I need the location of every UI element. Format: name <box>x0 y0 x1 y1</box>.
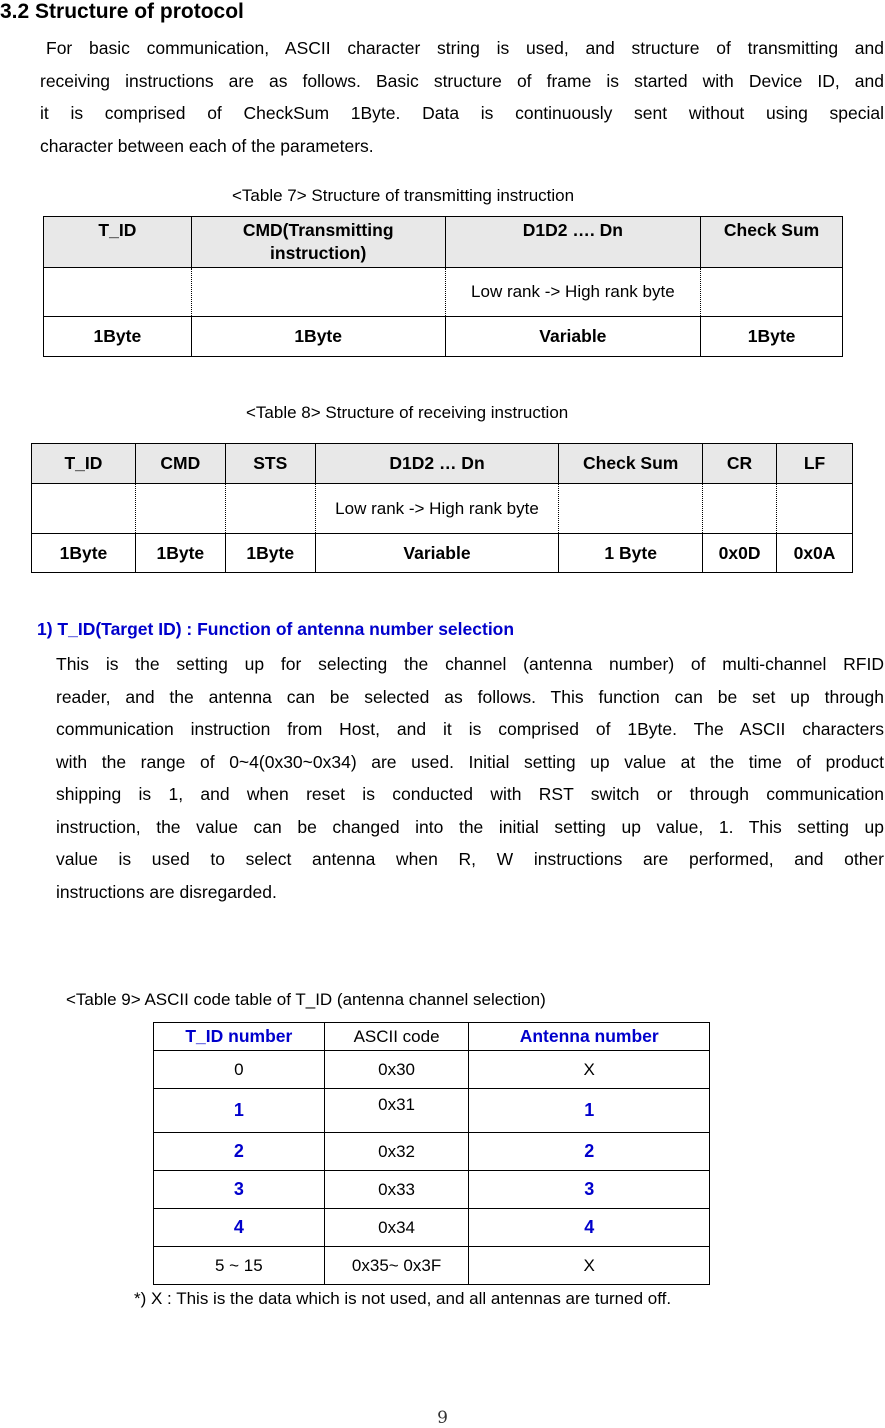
table7-size: Variable <box>445 317 701 357</box>
table7-size: 1Byte <box>701 317 843 357</box>
table7-size: 1Byte <box>44 317 192 357</box>
tid-line: This is the setting up for selecting the channel (antenna number) of multi-channel RFID <box>56 654 884 674</box>
table9-cell: 0x33 <box>324 1171 469 1209</box>
table8-size: 1Byte <box>225 534 315 573</box>
table9-header: T_ID number <box>154 1023 325 1051</box>
tid-line: value is used to select antenna when R, W instructions are performed, and other <box>56 849 884 869</box>
table9-cell: 3 <box>469 1171 710 1209</box>
table8-note <box>135 484 225 534</box>
table9-header: ASCII code <box>324 1023 469 1051</box>
table7-header: T_ID <box>44 217 192 268</box>
table7-note: Low rank -> High rank byte <box>445 268 701 317</box>
table8-size: 1Byte <box>135 534 225 573</box>
table8-note <box>559 484 703 534</box>
table8-header: LF <box>777 444 853 484</box>
table7-note <box>701 268 843 317</box>
table9-cell: 3 <box>154 1171 325 1209</box>
table7 <box>43 216 843 357</box>
tid-line: shipping is 1, and when reset is conducted with RST switch or through communication <box>56 784 884 804</box>
table9-cell: 1 <box>469 1089 710 1133</box>
intro-line: it is comprised of CheckSum 1Byte. Data is continuously sent without using special <box>40 103 884 123</box>
table9-cell: 0x32 <box>324 1133 469 1171</box>
table9-cell: 2 <box>469 1133 710 1171</box>
table9-cell: 0x30 <box>324 1051 469 1089</box>
table7-header: CMD(Transmitting instruction) <box>191 217 445 268</box>
table9-cell: X <box>469 1051 710 1089</box>
table8-note <box>225 484 315 534</box>
table8-note <box>777 484 853 534</box>
tid-line: reader, and the antenna can be selected as follows. This function can be set up through <box>56 686 884 707</box>
tid-line: instruction, the value can be changed into the initial setting up value, 1. This setting up <box>56 816 884 837</box>
table8-size: 1Byte <box>32 534 136 573</box>
table8-header: D1D2 … Dn <box>315 444 559 484</box>
section-title: 3.2 Structure of protocol <box>0 0 244 23</box>
table9-cell: 5 ~ 15 <box>154 1247 325 1285</box>
tid-line: communication instruction from Host, and it is comprised of 1Byte. The ASCII characters <box>56 719 884 739</box>
table8-header: Check Sum <box>559 444 703 484</box>
table7-note <box>191 268 445 317</box>
intro-paragraph <box>40 32 884 162</box>
table9-footnote: *) X : This is the data which is not used, and all antennas are turned off. <box>134 1289 672 1308</box>
table7-note <box>44 268 192 317</box>
table8-note <box>703 484 777 534</box>
table9-header: Antenna number <box>469 1023 710 1051</box>
table9-cell: X <box>469 1247 710 1285</box>
table9 <box>153 1022 710 1285</box>
page-number: 9 <box>437 1408 448 1428</box>
table9-cell: 0x31 <box>324 1089 469 1133</box>
table8 <box>31 443 853 573</box>
table9-cell: 4 <box>469 1209 710 1247</box>
table8-note <box>32 484 136 534</box>
table8-caption: <Table 8> Structure of receiving instruction <box>246 403 569 422</box>
tid-paragraph <box>56 648 884 908</box>
table7-caption: <Table 7> Structure of transmitting instruction <box>232 186 575 205</box>
tid-heading: 1) T_ID(Target ID) : Function of antenna number selection <box>37 619 515 639</box>
table9-caption: <Table 9> ASCII code table of T_ID (antenna channel selection) <box>66 990 546 1009</box>
table9-cell: 0x35~ 0x3F <box>324 1247 469 1285</box>
table8-header: T_ID <box>32 444 136 484</box>
intro-line: For basic communication, ASCII character string is used, and structure of transmitting and <box>46 38 884 58</box>
table9-cell: 4 <box>154 1209 325 1247</box>
table7-header: D1D2 …. Dn <box>445 217 701 268</box>
table8-size: 0x0A <box>777 534 853 573</box>
table8-size: 1 Byte <box>559 534 703 573</box>
table8-header: CR <box>703 444 777 484</box>
table7-header: Check Sum <box>701 217 843 268</box>
tid-line: with the range of 0~4(0x30~0x34) are used. Initial setting up value at the time of product <box>56 751 884 772</box>
tid-line: instructions are disregarded. <box>56 881 277 902</box>
table8-note: Low rank -> High rank byte <box>315 484 559 534</box>
table8-header: CMD <box>135 444 225 484</box>
table8-size: 0x0D <box>703 534 777 573</box>
intro-line: character between each of the parameters. <box>40 135 374 156</box>
table8-size: Variable <box>315 534 559 573</box>
table8-header: STS <box>225 444 315 484</box>
table9-cell: 0x34 <box>324 1209 469 1247</box>
table9-cell: 2 <box>154 1133 325 1171</box>
intro-line: receiving instructions are as follows. Basic structure of frame is started with Device ID, and <box>40 70 884 91</box>
table9-cell: 1 <box>154 1089 325 1133</box>
table7-size: 1Byte <box>191 317 445 357</box>
table9-cell: 0 <box>154 1051 325 1089</box>
